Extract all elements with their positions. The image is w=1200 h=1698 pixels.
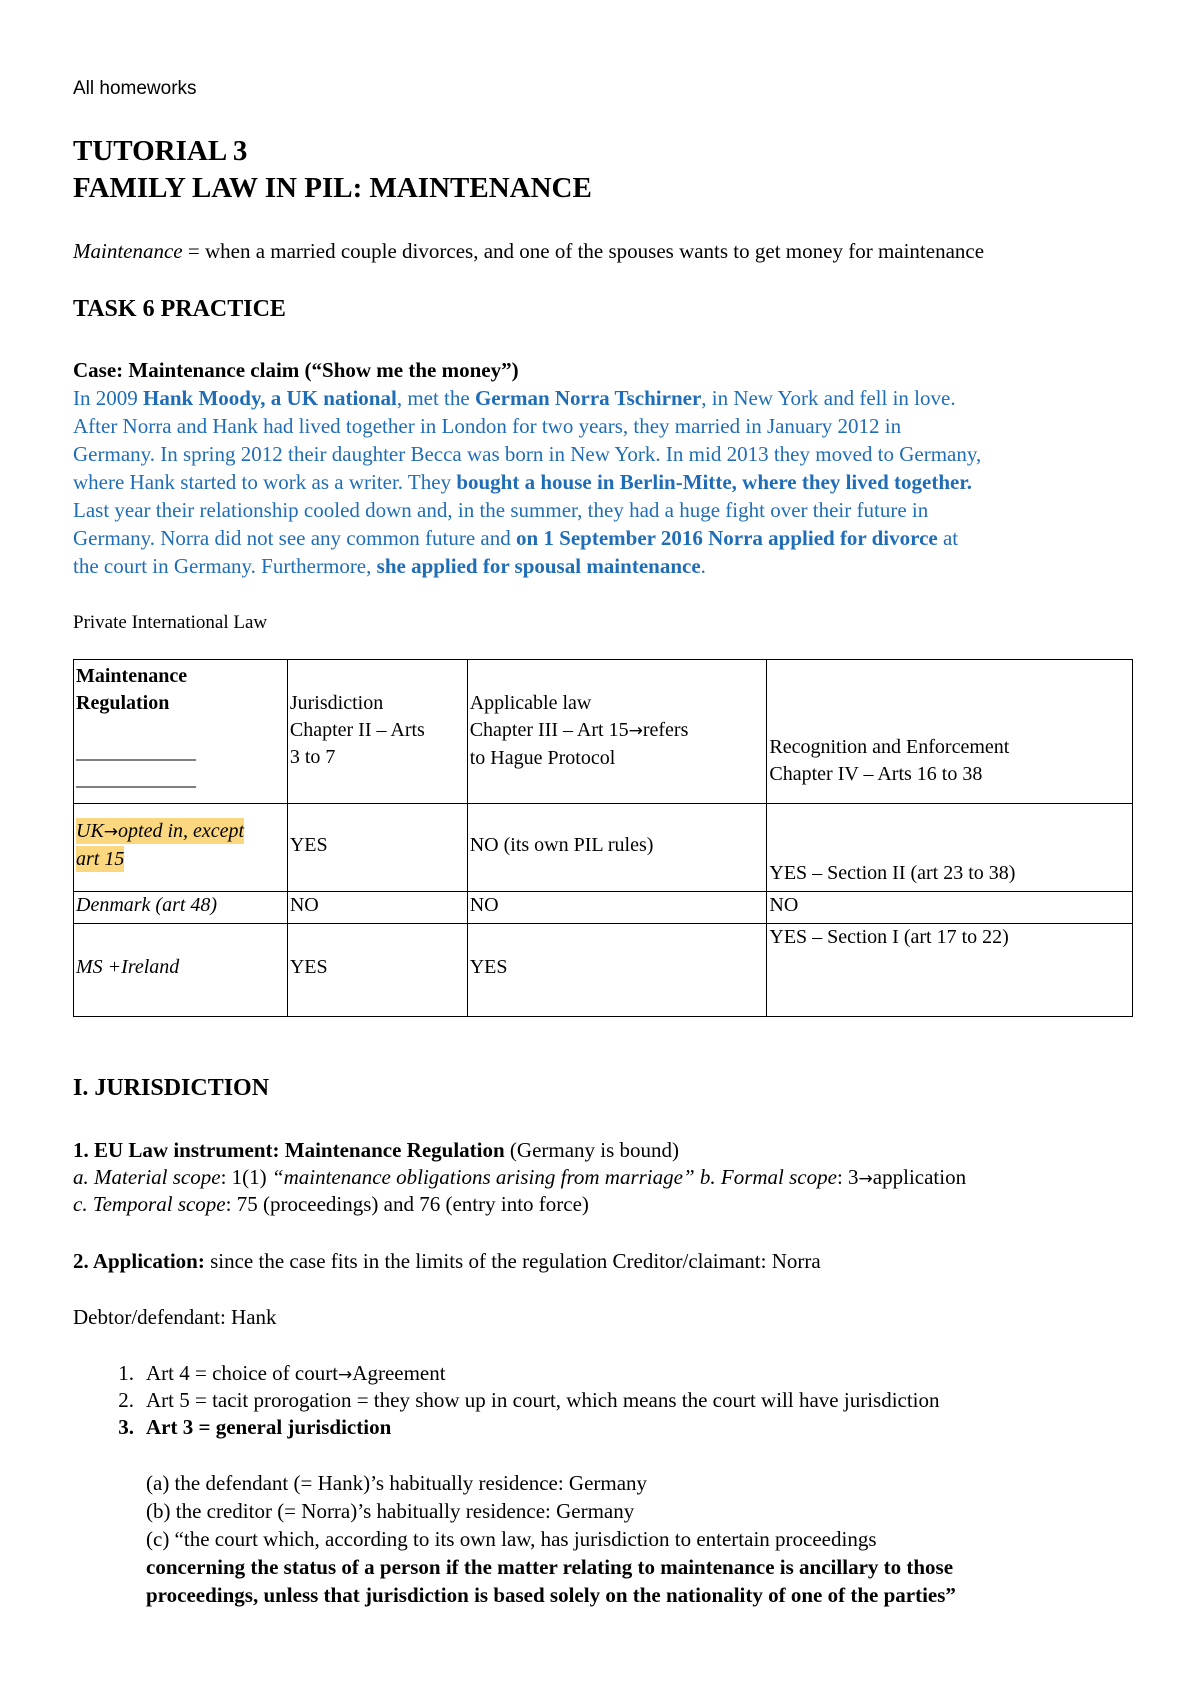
header-text-part: Chapter III – Art 15 — [469, 719, 629, 741]
list-number: 1. — [118, 1361, 134, 1385]
table-cell — [287, 892, 467, 924]
case-text: at — [937, 526, 959, 550]
header-text: Chapter II – Arts — [289, 719, 425, 741]
arrow-icon: → — [628, 721, 643, 741]
section-1a — [73, 1164, 966, 1192]
header-note: All homeworks — [73, 78, 197, 99]
criterion-a: (a) the defendant (= Hank)’s habitually residence: Germany — [146, 1471, 648, 1495]
case-bold: German Norra Tschirner — [474, 386, 702, 410]
case-bold: on 1 September 2016 Norra applied for divorce — [516, 526, 938, 550]
highlight — [76, 818, 244, 844]
jurisdiction-heading: I. JURISDICTION — [73, 1075, 270, 1101]
section-bold: 1. EU Law instrument: Maintenance Regulation — [73, 1138, 505, 1162]
case-line-3: Germany. In spring 2012 their daughter Becca was born in New York. In mid 2013 they moved to Germany, — [73, 442, 982, 466]
list-item — [100, 1360, 446, 1388]
header-text: 3 to 7 — [289, 746, 336, 768]
case-line-5: Last year their relationship cooled down and, in the summer, they had a huge fight over their future in — [73, 498, 929, 522]
list-item — [100, 1414, 391, 1440]
arrow-icon: → — [338, 1365, 353, 1385]
header-text — [470, 717, 765, 745]
table-row — [74, 892, 1133, 924]
section-italic: “maintenance obligations arising from marriage” b. Formal scope — [271, 1165, 837, 1189]
cell-text: YES – Section II (art 23 to 38) — [769, 862, 1016, 884]
list-text: Art 5 = tacit prorogation = they show up in court, which means the court will have jurisdiction — [146, 1388, 940, 1412]
header-text: to Hague Protocol — [469, 747, 616, 769]
row-label-uk — [74, 804, 288, 892]
definition — [73, 238, 984, 264]
list-number: 2. — [118, 1388, 134, 1412]
case-text: , met the — [396, 386, 475, 410]
list-text: Agreement — [352, 1361, 446, 1385]
debtor-line: Debtor/defendant: Hank — [73, 1305, 277, 1329]
title-line-1: TUTORIAL 3 — [73, 135, 248, 167]
header-text: Applicable law — [469, 692, 592, 714]
table-cell — [287, 924, 467, 1017]
row-label-ms-ireland — [74, 924, 288, 1017]
criterion-b: (b) the creditor (= Norra)’s habitually residence: Germany — [146, 1499, 635, 1523]
arrow-icon: → — [858, 1169, 873, 1189]
cell-text: NO — [469, 894, 499, 916]
section-text: : 1(1) — [220, 1165, 272, 1189]
case-text: Germany. Norra did not see any common future and — [73, 526, 516, 550]
case-line-4: where Hank started to work as a writer. They bought a house in Berlin-Mitte, where they lived together. — [73, 470, 972, 494]
section-text: since the case fits in the limits of the regulation Creditor/claimant: Norra — [204, 1249, 821, 1273]
cell-text: MS +Ireland — [76, 956, 180, 978]
table-cell — [767, 892, 1133, 924]
cell-text: Denmark (art 48) — [76, 894, 218, 916]
case-line-1 — [73, 385, 956, 411]
cell-text: YES — [289, 834, 328, 856]
case-heading: Case: Maintenance claim (“Show me the money”) — [73, 358, 519, 382]
header-cell-recognition — [767, 660, 1133, 804]
table-cell — [467, 892, 767, 924]
header-rule: ____________ — [76, 768, 196, 790]
header-text-part: refers — [642, 719, 689, 741]
cell-text: NO (its own PIL rules) — [469, 834, 654, 856]
list-text: Art 4 = choice of court — [146, 1361, 339, 1385]
section-1c — [73, 1191, 589, 1217]
case-line-2: After Norra and Hank had lived together in London for two years, they married in January 2012 in — [73, 414, 902, 438]
section-text: : 75 (proceedings) and 76 (entry into force) — [225, 1192, 589, 1216]
section-1 — [73, 1137, 679, 1163]
cell-text: YES — [469, 956, 508, 978]
table-header-row — [74, 660, 1133, 804]
header-text: Jurisdiction — [289, 692, 384, 714]
list-text: Art 3 = general jurisdiction — [146, 1415, 392, 1439]
table-row — [74, 804, 1133, 892]
arrow-icon: → — [103, 822, 119, 842]
table-cell — [767, 924, 1133, 1017]
criterion-c-line-1: (c) “the court which, according to its own law, has jurisdiction to entertain proceedings — [146, 1527, 877, 1551]
case-text: the court in Germany. Furthermore, — [73, 554, 377, 578]
cell-text: YES — [289, 956, 328, 978]
header-text: Recognition and Enforcement — [769, 736, 1010, 758]
case-line-6 — [73, 525, 958, 551]
case-text: , in New York and fell in love. — [701, 386, 956, 410]
section-2 — [73, 1248, 821, 1274]
row-label-denmark — [74, 892, 288, 924]
list-item — [100, 1387, 940, 1413]
case-text: where Hank started to work as a writer. They — [73, 470, 457, 494]
section-text: : 3 — [836, 1165, 859, 1189]
cell-text: NO — [289, 894, 319, 916]
list-number: 3. — [118, 1415, 134, 1439]
definition-text: = when a married couple divorces, and one of the spouses wants to get money for maintenance — [182, 239, 985, 263]
highlight: art 15 — [76, 848, 125, 870]
section-text: application — [872, 1165, 967, 1189]
table-cell — [287, 804, 467, 892]
table-cell — [467, 804, 767, 892]
header-text: Maintenance — [76, 665, 188, 687]
cell-text: YES – Section I (art 17 to 22) — [769, 926, 1009, 948]
task-heading: TASK 6 PRACTICE — [73, 296, 286, 322]
section-italic: c. Temporal scope — [73, 1192, 226, 1216]
criterion-c-line-3: proceedings, unless that jurisdiction is based solely on the nationality of one of the parties” — [146, 1583, 956, 1607]
section-bold: 2. Application: — [73, 1249, 205, 1273]
case-bold: she applied for spousal maintenance — [376, 554, 701, 578]
table-row — [74, 924, 1133, 1017]
header-cell-applicable-law — [467, 660, 767, 804]
pil-table — [73, 659, 1133, 1017]
case-bold: Hank Moody, a UK national — [143, 386, 397, 410]
header-text: Regulation — [76, 692, 170, 714]
cell-text: opted in, except — [118, 820, 245, 842]
section-italic: a. Material scope — [73, 1165, 221, 1189]
header-cell-regulation — [74, 660, 288, 804]
case-bold: bought a house in Berlin-Mitte, where they lived together — [456, 470, 967, 494]
definition-term: Maintenance — [73, 239, 183, 263]
title-line-2: FAMILY LAW IN PIL: MAINTENANCE — [73, 172, 592, 204]
cell-text: NO — [769, 894, 799, 916]
header-cell-jurisdiction — [287, 660, 467, 804]
table-cell — [767, 804, 1133, 892]
header-rule: ____________ — [76, 741, 196, 763]
header-text: Chapter IV – Arts 16 to 38 — [769, 763, 983, 785]
cell-text: UK — [76, 820, 104, 842]
section-text: (Germany is bound) — [504, 1138, 680, 1162]
case-line-7: the court in Germany. Furthermore, she applied for spousal maintenance. — [73, 554, 706, 578]
case-text: In 2009 — [73, 386, 143, 410]
criterion-c-line-2: concerning the status of a person if the matter relating to maintenance is ancillary to those — [146, 1555, 954, 1579]
table-cell — [467, 924, 767, 1017]
pil-label: Private International Law — [73, 612, 268, 633]
